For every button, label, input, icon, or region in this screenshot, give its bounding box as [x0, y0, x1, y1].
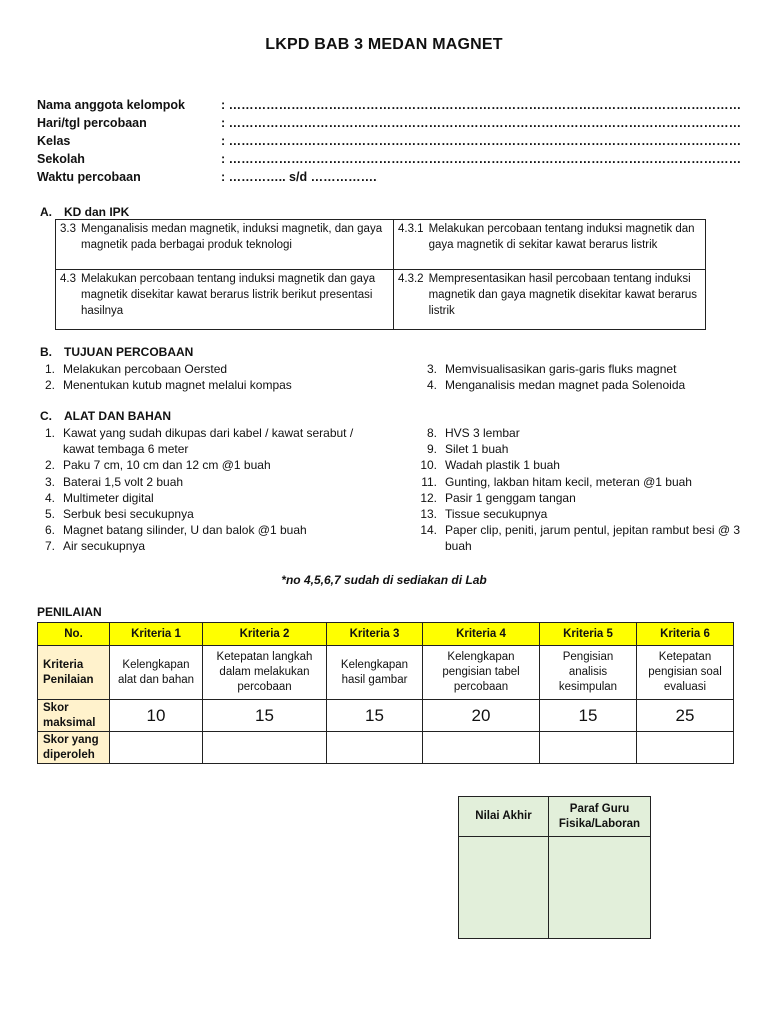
penilaian-heading: PENILAIAN — [37, 605, 102, 619]
item-text: HVS 3 lembar — [445, 426, 520, 440]
item-number: 12. — [420, 490, 437, 505]
header-cell: No. — [38, 623, 110, 646]
ipk-cell — [394, 220, 706, 330]
section-b-heading — [40, 345, 340, 361]
max-score-row — [38, 700, 734, 732]
kd-ipk-table — [55, 219, 706, 330]
final-header-row — [459, 797, 651, 837]
info-label: Nama anggota kelompok — [37, 98, 185, 112]
kd-cell — [56, 220, 394, 270]
criteria-cell: Pengisian analisis kesimpulan — [540, 646, 637, 700]
header-cell: Kriteria 2 — [203, 623, 327, 646]
list-item — [411, 506, 741, 522]
item-text: Wadah plastik 1 buah — [445, 458, 560, 473]
item-number: 2. — [44, 378, 55, 393]
item-text: Melakukan percobaan Oersted — [63, 362, 228, 376]
item-text: Menganalisis medan magnet pada Solenoida — [445, 378, 686, 393]
header-cell: Kriteria 4 — [423, 623, 540, 646]
item-text: Paper clip, peniti, jarum pentul, jepitan rambut besi @ 3 buah — [445, 523, 741, 554]
item-number: 1. — [44, 362, 55, 376]
row-label: Skor yang diperoleh — [38, 732, 110, 764]
info-row-nama — [37, 98, 742, 116]
info-label: Sekolah — [37, 152, 85, 166]
item-number: 7. — [44, 539, 55, 554]
section-letter: B. — [40, 345, 52, 359]
list-item — [411, 522, 741, 554]
item-number: 6. — [44, 523, 55, 538]
item-text: Menentukan kutub magnet melalui kompas — [63, 378, 292, 393]
list-item — [411, 377, 741, 393]
kd-text: Menganalisis medan magnetik, induksi magnetik, dan gaya magnetik pada berbagai produk teknologi — [81, 223, 383, 251]
list-item — [29, 490, 359, 506]
list-item — [29, 538, 359, 554]
info-field[interactable]: : …………………………………………………………………………………………………………… — [221, 116, 742, 130]
criteria-cell: Kelengkapan alat dan bahan — [110, 646, 203, 700]
item-number: 3. — [426, 362, 437, 376]
list-item — [411, 490, 741, 506]
max-score-cell: 25 — [637, 700, 734, 732]
alat-list-right — [411, 425, 741, 555]
ipk-block — [394, 220, 705, 270]
item-text: Baterai 1,5 volt 2 buah — [63, 474, 184, 489]
list-item — [29, 474, 359, 490]
item-text: Paku 7 cm, 10 cm dan 12 cm @1 buah — [63, 458, 271, 473]
section-title: TUJUAN PERCOBAAN — [64, 345, 194, 359]
alat-list-left — [29, 425, 359, 555]
header-cell: Kriteria 1 — [110, 623, 203, 646]
info-row-kelas — [37, 134, 742, 152]
kd-text: Melakukan percobaan tentang induksi magnetik dan gaya magnetik disekitar kawat berarus listrik berikut presentasi hasilnya — [81, 273, 376, 317]
obtained-score-cell[interactable] — [327, 732, 423, 764]
kd-number: 4.3 — [60, 273, 76, 285]
item-number: 10. — [420, 458, 437, 473]
info-field[interactable]: : ………….. s/d ……………. — [221, 170, 377, 184]
list-item — [29, 361, 409, 377]
list-item — [29, 506, 359, 522]
ipk-text: Mempresentasikan hasil percobaan tentang induksi magnetik dan gaya magnetik disekitar kawat berarus listrik — [428, 273, 698, 317]
item-number: 9. — [426, 442, 437, 457]
list-item — [411, 474, 741, 490]
info-row-waktu — [37, 170, 717, 188]
list-item — [29, 377, 409, 393]
item-number: 2. — [44, 458, 55, 473]
list-item — [411, 425, 741, 441]
nilai-akhir-field[interactable] — [459, 837, 549, 939]
info-field[interactable]: : …………………………………………………………………………………………………………… — [221, 134, 742, 148]
final-grade-table — [458, 796, 651, 939]
list-item — [29, 522, 359, 538]
row-label: Kriteria Penilaian — [38, 646, 110, 700]
page-title: LKPD BAB 3 MEDAN MAGNET — [265, 36, 503, 53]
list-item — [411, 361, 741, 377]
item-text: Serbuk besi secukupnya — [63, 507, 194, 522]
criteria-cell: Ketepatan pengisian soal evaluasi — [637, 646, 734, 700]
max-score-cell: 20 — [423, 700, 540, 732]
item-number: 5. — [44, 507, 55, 522]
paraf-label: Paraf Guru Fisika/Laboran — [549, 797, 651, 837]
section-letter: A. — [40, 205, 52, 219]
item-number: 4. — [426, 378, 437, 393]
list-item — [29, 457, 359, 473]
criteria-cell: Kelengkapan pengisian tabel percobaan — [423, 646, 540, 700]
item-text: Kawat yang sudah dikupas dari kabel / kawat serabut / kawat tembaga 6 meter — [63, 426, 354, 457]
tujuan-list-left — [29, 361, 409, 393]
info-row-hari — [37, 116, 742, 134]
info-field[interactable]: : …………………………………………………………………………………………………………… — [221, 152, 742, 166]
lab-note: *no 4,5,6,7 sudah di sediakan di Lab — [281, 573, 487, 587]
obtained-score-cell[interactable] — [203, 732, 327, 764]
paraf-field[interactable] — [549, 837, 651, 939]
kd-cell — [56, 270, 394, 330]
info-label: Waktu percobaan — [37, 170, 141, 184]
section-letter: C. — [40, 409, 52, 423]
item-number: 4. — [44, 490, 55, 505]
ipk-number: 4.3.1 — [398, 223, 424, 235]
obtained-score-cell[interactable] — [423, 732, 540, 764]
list-item — [411, 457, 741, 473]
tujuan-list-right — [411, 361, 741, 393]
section-title: KD dan IPK — [64, 205, 130, 219]
header-cell: Kriteria 3 — [327, 623, 423, 646]
obtained-score-cell[interactable] — [637, 732, 734, 764]
final-input-row — [459, 837, 651, 939]
item-text: Gunting, lakban hitam kecil, meteran @1 buah — [445, 474, 692, 489]
item-text: Multimeter digital — [63, 490, 154, 505]
item-text: Tissue secukupnya — [445, 507, 548, 522]
kd-number: 3.3 — [60, 223, 76, 235]
ipk-text: Melakukan percobaan tentang induksi magnetik dan gaya magnetik di sekitar kawat berarus listrik — [428, 223, 695, 251]
item-number: 13. — [420, 507, 437, 522]
max-score-cell: 15 — [203, 700, 327, 732]
nilai-akhir-label: Nilai Akhir — [459, 797, 549, 837]
max-score-cell: 15 — [327, 700, 423, 732]
header-cell: Kriteria 6 — [637, 623, 734, 646]
section-title: ALAT DAN BAHAN — [64, 409, 172, 423]
item-text: Air secukupnya — [63, 539, 146, 554]
max-score-cell: 15 — [540, 700, 637, 732]
item-number: 11. — [421, 474, 437, 489]
item-text: Silet 1 buah — [445, 442, 509, 457]
info-label: Kelas — [37, 134, 71, 148]
info-row-sekolah — [37, 152, 742, 170]
obtained-score-row — [38, 732, 734, 764]
score-header-row — [38, 623, 734, 646]
info-label: Hari/tgl percobaan — [37, 116, 147, 130]
max-score-cell: 10 — [110, 700, 203, 732]
item-number: 8. — [426, 426, 437, 440]
list-item — [411, 441, 741, 457]
item-number: 1. — [44, 426, 55, 440]
item-number: 3. — [44, 474, 55, 489]
criteria-cell: Kelengkapan hasil gambar — [327, 646, 423, 700]
criteria-cell: Ketepatan langkah dalam melakukan percobaan — [203, 646, 327, 700]
ipk-block — [394, 270, 705, 321]
item-text: Memvisualisasikan garis-garis fluks magnet — [445, 362, 677, 376]
row-label: Skor maksimal — [38, 700, 110, 732]
info-field[interactable]: : …………………………………………………………………………………………………………… — [221, 98, 742, 112]
item-text: Pasir 1 genggam tangan — [445, 490, 576, 505]
section-c-heading — [40, 409, 340, 425]
item-number: 14. — [420, 523, 437, 538]
ipk-number: 4.3.2 — [398, 273, 424, 285]
item-text: Magnet batang silinder, U dan balok @1 buah — [63, 523, 307, 538]
criteria-row — [38, 646, 734, 700]
list-item — [29, 425, 359, 457]
header-cell: Kriteria 5 — [540, 623, 637, 646]
obtained-score-cell[interactable] — [540, 732, 637, 764]
score-table — [37, 622, 734, 764]
obtained-score-cell[interactable] — [110, 732, 203, 764]
